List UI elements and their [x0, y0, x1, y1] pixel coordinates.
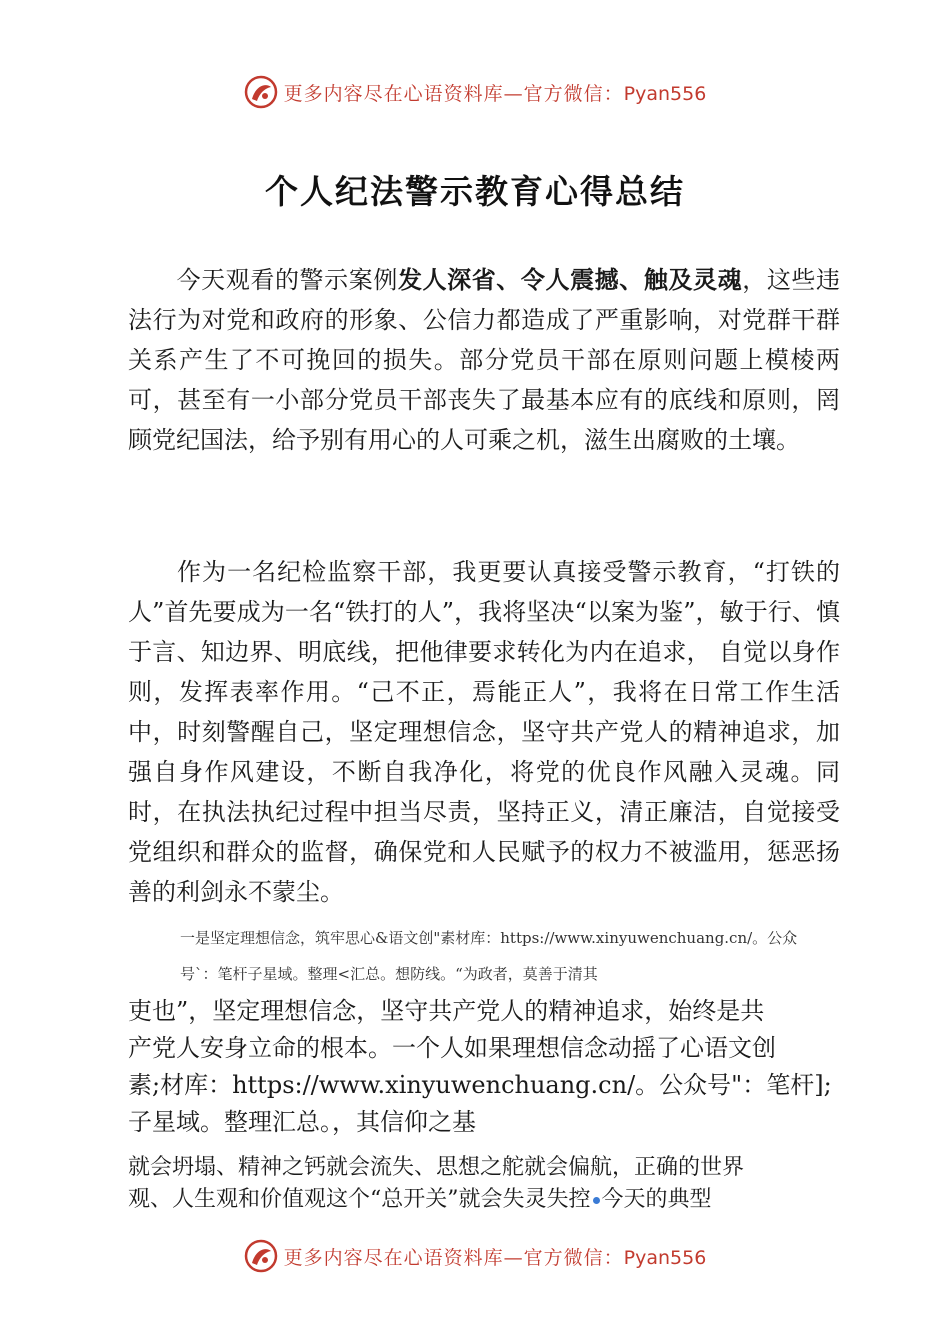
paragraph-1: 今天观看的警示案例发人深省、令人震撼、触及灵魂，这些违法行为对党和政府的形象、公信力都造成了严重影响，对党群干群关系产生了不可挽回的损失。部分党员干部在原则问题上模棱两可，甚至有一小部分党员干部丧失了最基本应有的底线和原则，罔顾党纪国法，给予别有用心的人可乘之机，滋生出腐败的土壤。: [128, 266, 841, 454]
paragraph-2: 作为一名纪检监察干部，我更要认真接受警示教育，“打铁的人”首先要成为一名“铁打的人”，我将坚决“以案为鉴”，敏于行、慎于言、知边界、明底线，把他律要求转化为内在追求， 自觉以身作则，发挥表率作用。“己不正，焉能正人”，我将在日常工作生活中，时刻警醒自己，坚定理想信念，坚守共产党人的精神追求，加强自身作风建设，不断自我净化，将党的优良作风融入灵魂。同时，在执法执纪过程中担当尽责，坚持正义，清正廉洁，自觉接受党组织和群众的监督，确保党和人民赋予的权力不被滥用，惩恶扬善的利剑永不蒙尘。: [128, 558, 840, 906]
brand-logo-icon: [244, 75, 278, 109]
page-title: 个人纪法警示教育心得总结: [265, 172, 685, 211]
wechat-id: Pyan556: [623, 82, 707, 105]
footer-banner: [0, 1236, 950, 1276]
paragraph-3: 吏也”，坚定理想信念，坚守共产党人的精神追求，始终是共 产党人安身立命的根本。一个人如果理想信念动摇了心语文创 素;材库：https://www.xinyuwenchuang.cn/。公众号"：笔杆]; 子星域。整理汇总。，其信仰之基: [128, 997, 832, 1136]
paragraph-4: 就会坍塌、精神之钙就会流失、思想之舵就会偏航，正确的世界 观、人生观和价值观这个“总开关”就会失灵失控 今天的典型: [128, 1155, 745, 1212]
emphasis-text: 发人深省、令人震撼、触及灵魂: [397, 266, 743, 294]
brand-logo-icon: [244, 1239, 278, 1273]
header-banner-text: 更多内容尽在心语资料库—官方微信：Pyan556: [283, 82, 707, 105]
wechat-id: Pyan556: [623, 1246, 707, 1269]
footer-banner-text: 更多内容尽在心语资料库—官方微信：Pyan556: [283, 1246, 707, 1269]
watermark-note: 一是坚定理想信念，筑牢思心&语文创"素材库：https://www.xinyuwenchuang.cn/。公众 号`：笔杆子星域。整理<汇总。想防线。“为政者，莫善于清其: [180, 929, 798, 983]
header-banner: [0, 72, 950, 112]
bullet-dot-icon: [593, 1197, 600, 1204]
